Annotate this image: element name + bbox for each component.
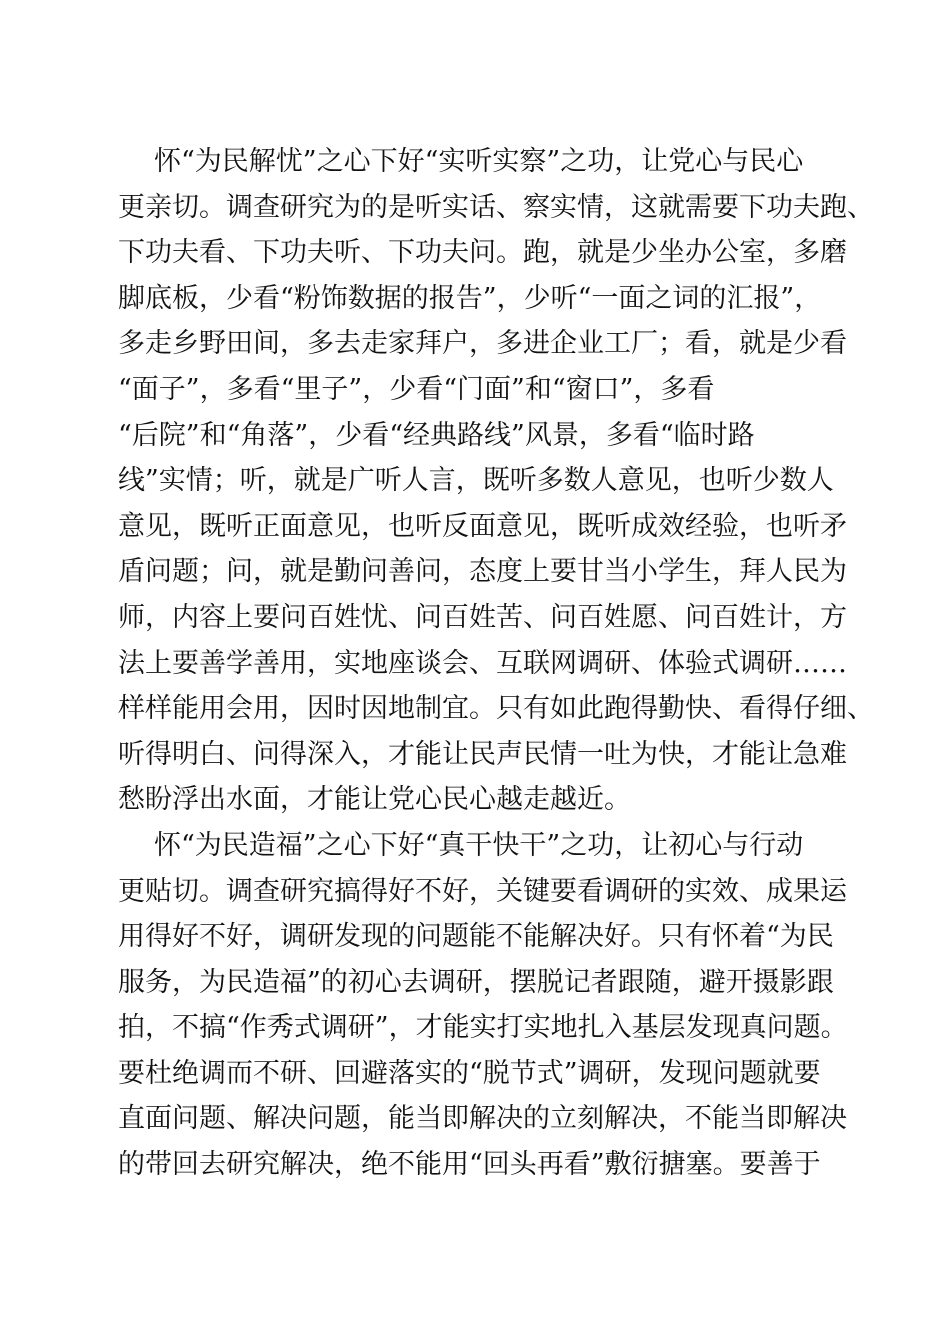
text-line: 多走乡野田间，多去走家拜户，多进企业工厂；看，就是少看 [118, 328, 847, 360]
text-line: 师，内容上要问百姓忧、问百姓苦、问百姓愿、问百姓计，方 [118, 601, 847, 633]
text-line: 要杜绝调而不研、回避落实的“脱节式”调研，发现问题就要 [118, 1057, 821, 1089]
text-line: 的带回去研究解决，绝不能用“回头再看”敷衍搪塞。要善于 [118, 1149, 821, 1181]
text-line: 愁盼浮出水面，才能让党心民心越走越近。 [118, 784, 631, 816]
paragraph-2 [118, 823, 848, 1188]
text-line: 样样能用会用，因时因地制宜。只有如此跑得勤快、看得仔细、 [118, 693, 874, 725]
text-line: 下功夫看、下功夫听、下功夫问。跑，就是少坐办公室，多磨 [118, 237, 847, 269]
text-line: 盾问题；问，就是勤问善问，态度上要甘当小学生，拜人民为 [118, 556, 847, 588]
text-line: 拍，不搞“作秀式调研”，才能实打实地扎入基层发现真问题。 [118, 1012, 848, 1044]
text-line: 线”实情；听，就是广听人言，既听多数人意见，也听少数人 [118, 465, 834, 497]
text-line: 服务，为民造福”的初心去调研，摆脱记者跟随，避开摄影跟 [118, 966, 834, 998]
text-line: 更贴切。调查研究搞得好不好，关键要看调研的实效、成果运 [118, 875, 847, 907]
text-line: 听得明白、问得深入，才能让民声民情一吐为快，才能让急难 [118, 738, 847, 770]
document-body [118, 139, 874, 1188]
text-line: 法上要善学善用，实地座谈会、互联网调研、体验式调研…… [118, 647, 847, 679]
text-line: 直面问题、解决问题，能当即解决的立刻解决，不能当即解决 [118, 1103, 847, 1135]
text-line: 脚底板，少看“粉饰数据的报告”，少听“一面之词的汇报”， [118, 282, 822, 314]
text-line: “后院”和“角落”，少看“经典路线”风景，多看“临时路 [118, 419, 755, 451]
text-line: 怀“为民解忧”之心下好“实听实察”之功，让党心与民心 [154, 146, 804, 177]
text-line: 更亲切。调查研究为的是听实话、察实情，这就需要下功夫跑、 [118, 191, 874, 223]
text-line: 用得好不好，调研发现的问题能不能解决好。只有怀着“为民 [118, 921, 834, 953]
text-line: “面子”，多看“里子”，少看“门面”和“窗口”，多看 [118, 373, 715, 405]
text-line: 怀“为民造福”之心下好“真干快干”之功，让初心与行动 [154, 829, 804, 861]
text-line: 意见，既听正面意见，也听反面意见，既听成效经验，也听矛 [118, 510, 847, 542]
paragraph-1 [118, 139, 874, 823]
